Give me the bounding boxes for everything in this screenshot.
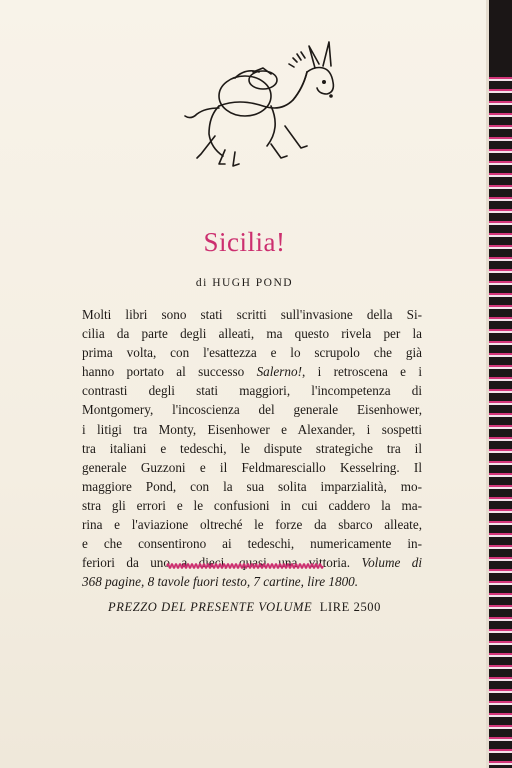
description-line: hanno portato al successo Salerno!, i retroscena e i xyxy=(82,364,422,380)
price-value: LIRE 2500 xyxy=(319,600,381,614)
description-line: Montgomery, l'incoscienza del generale Eisenhower, xyxy=(82,402,422,418)
description-line: generale Guzzoni e il Feldmaresciallo Kesselring. Il xyxy=(82,459,422,475)
description-line: e che consentirono ai tedeschi, numericamente in- xyxy=(82,536,422,552)
italic-volume-info: 368 pagine, 8 tavole fuori testo, 7 cartine, lire 1800. xyxy=(82,574,359,590)
donkey-icon xyxy=(175,40,355,170)
description-line: i litigi tra Monty, Eisenhower e Alexander, i sospetti xyxy=(82,421,422,437)
description-line: tra italiani e tedeschi, le dispute strategiche tra il xyxy=(82,440,422,456)
italic-title: Salerno! xyxy=(256,364,302,380)
italic-volume-info: Volume di xyxy=(361,555,422,571)
description-line: feriori da uno a dieci, quasi una vittoria. Volume di xyxy=(82,555,422,571)
description-line: prima volta, con l'esattezza e lo scrupolo che già xyxy=(82,345,422,361)
price-line xyxy=(0,600,489,615)
wavy-rule-icon xyxy=(165,561,325,571)
description-line: rina e l'aviazione oltreché le forze da sbarco alleate, xyxy=(82,517,422,533)
spine-pattern xyxy=(489,0,512,768)
spine-top-band xyxy=(489,0,512,70)
description-line xyxy=(82,572,422,591)
price-label: PREZZO DEL PRESENTE VOLUME xyxy=(108,600,313,614)
book-description xyxy=(82,305,422,591)
description-line: maggiore Pond, con la sua solita imparzialità, mo- xyxy=(82,478,422,494)
book-title: Sicilia! xyxy=(203,227,286,257)
description-line: stra gli errori e le confusioni in cui caddero la ma- xyxy=(82,497,422,513)
description-line: contrasti degli stati maggiori, l'incompetenza di xyxy=(82,383,422,399)
author-byline: di HUGH POND xyxy=(195,277,294,289)
description-line: cilia da parte degli alleati, ma questo rivela per la xyxy=(82,326,422,342)
description-line: Molti libri sono stati scritti sull'invasione della Si- xyxy=(82,307,422,322)
